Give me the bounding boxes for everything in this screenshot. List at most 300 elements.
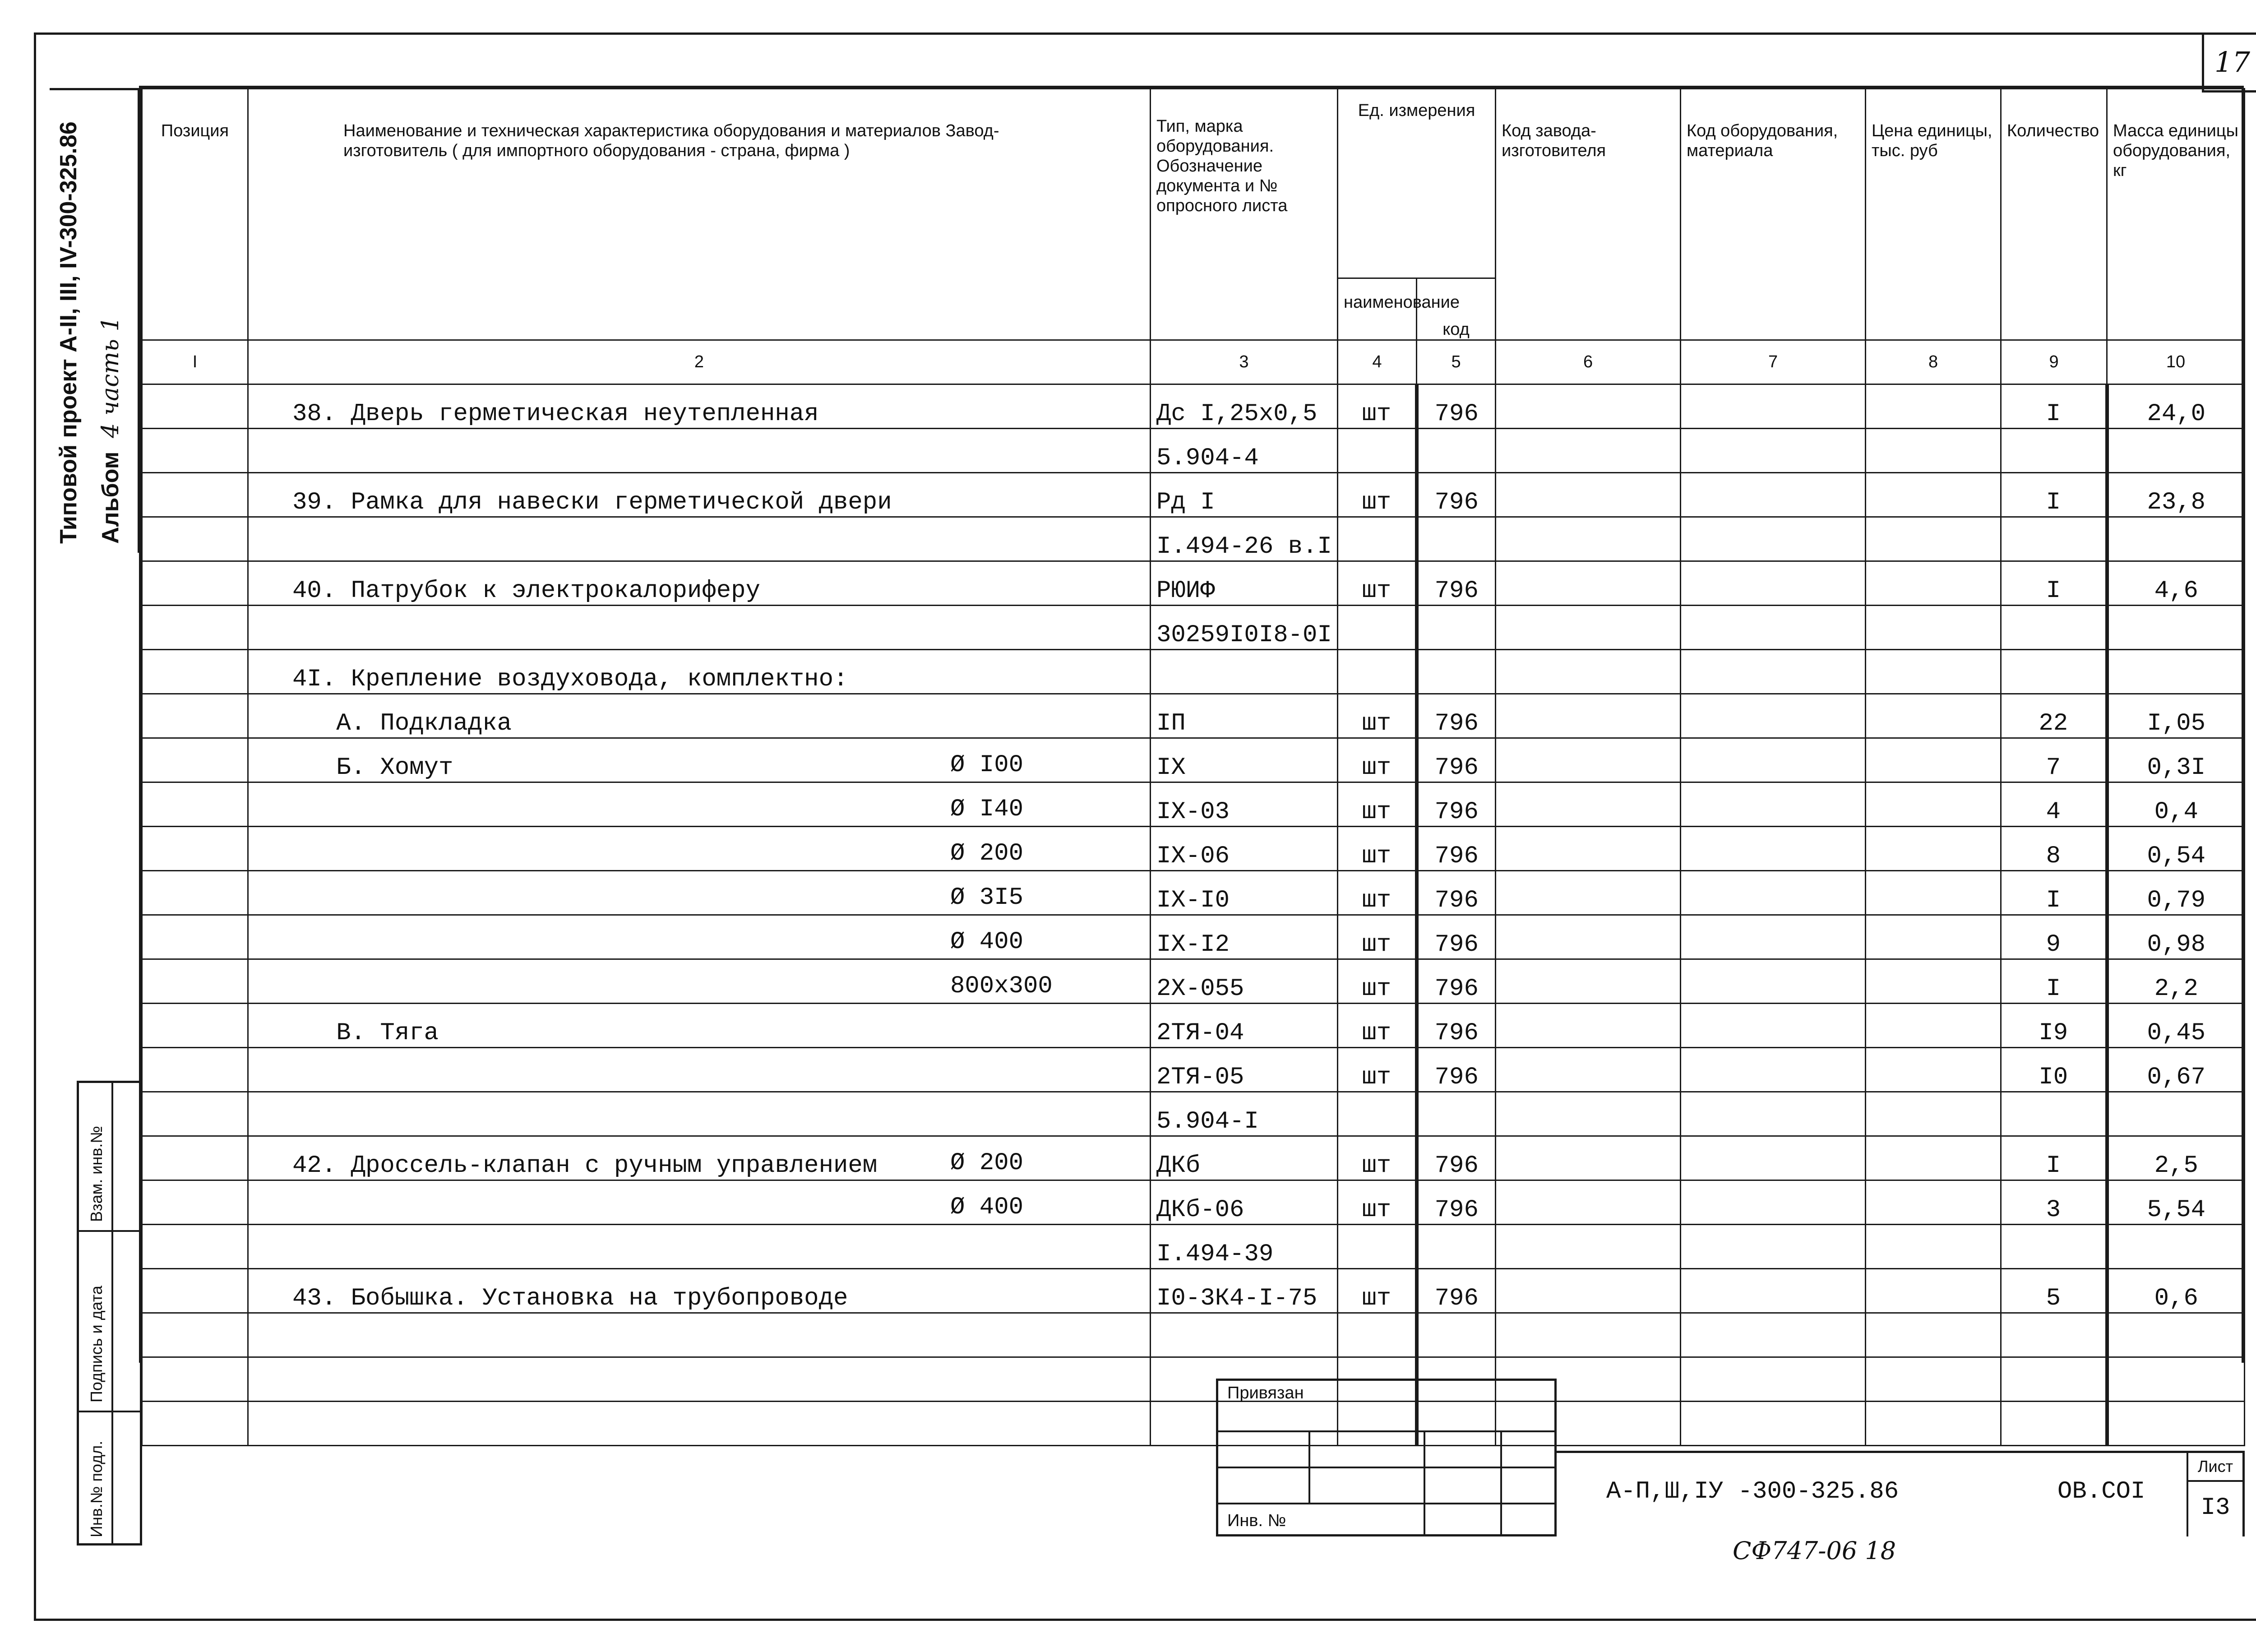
cell-type: IП (1151, 694, 1338, 738)
cell-name (248, 606, 1151, 650)
cell-qty (2001, 429, 2107, 473)
cell-equip (1681, 1313, 1866, 1357)
cell-factory (1496, 959, 1681, 1004)
cell-qty: I9 (2001, 1004, 2107, 1048)
cell-price (1866, 915, 2001, 959)
item-name (254, 931, 292, 958)
cell-mass (2107, 1402, 2245, 1446)
cell-qty (2001, 1092, 2107, 1136)
title-album-prefix: Альбом (97, 451, 124, 544)
table-row (142, 827, 2245, 871)
cell-equip (1681, 694, 1866, 738)
cell-pos (142, 782, 248, 827)
header-name: Наименование и техническая характеристика оборудования и материалов Завод-изготовитель ( для импортного оборудования - страна, фирма ) (248, 89, 1151, 340)
cell-type: IX (1151, 738, 1338, 782)
table-row (142, 782, 2245, 827)
cell-unit (1338, 429, 1417, 473)
colnum: 3 (1151, 340, 1338, 384)
header-factory-code: Код завода-изготовителя (1496, 89, 1681, 340)
cell-equip (1681, 827, 1866, 871)
cell-pos (142, 1136, 248, 1180)
cell-code: 796 (1417, 1269, 1496, 1313)
cell-equip (1681, 384, 1866, 429)
cell-type: Рд I (1151, 473, 1338, 517)
cell-unit: шт (1338, 1269, 1417, 1313)
cell-type: I.494-26 в.I (1151, 517, 1338, 561)
cell-code: 796 (1417, 827, 1496, 871)
cell-qty: 5 (2001, 1269, 2107, 1313)
cell-code: 796 (1417, 473, 1496, 517)
privyazan-stamp (1216, 1379, 1557, 1536)
cell-type: IX-06 (1151, 827, 1338, 871)
colnum: I (142, 340, 248, 384)
table-row (142, 1004, 2245, 1048)
cell-name (248, 650, 1151, 694)
cell-equip (1681, 959, 1866, 1004)
cell-pos (142, 1004, 248, 1048)
cell-factory (1496, 1092, 1681, 1136)
title-project: Типовой проект А-II, III, IV-300-325.86 (55, 121, 82, 544)
cell-mass (2107, 1092, 2245, 1136)
cell-qty: I (2001, 871, 2107, 915)
cell-price (1866, 959, 2001, 1004)
title-album-hand: 4 часть 1 (97, 316, 124, 438)
cell-price (1866, 561, 2001, 606)
header-qty: Количество (2001, 89, 2107, 340)
cell-factory (1496, 1313, 1681, 1357)
cell-factory (1496, 561, 1681, 606)
item-name (254, 621, 292, 649)
cell-name (248, 1092, 1151, 1136)
cell-unit: шт (1338, 738, 1417, 782)
cell-code: 796 (1417, 871, 1496, 915)
cell-qty: 8 (2001, 827, 2107, 871)
cell-equip (1681, 782, 1866, 827)
cell-name (248, 827, 1151, 871)
item-name: 4I. Крепление воздуховода, комплектно: (292, 666, 848, 693)
item-name (254, 1240, 292, 1268)
specification-body (142, 384, 2245, 1446)
cell-name (248, 1357, 1151, 1402)
cell-factory (1496, 473, 1681, 517)
colnum: 7 (1681, 340, 1866, 384)
cell-qty (2001, 650, 2107, 694)
cell-factory (1496, 1269, 1681, 1313)
cell-pos (142, 827, 248, 871)
item-diameter: 800x300 (950, 972, 1053, 1000)
cell-unit: шт (1338, 827, 1417, 871)
cell-price (1866, 871, 2001, 915)
cell-factory (1496, 606, 1681, 650)
vertical-title-block (50, 88, 140, 553)
table-row (142, 1357, 2245, 1402)
cell-price (1866, 694, 2001, 738)
table-row (142, 517, 2245, 561)
cell-type (1151, 1313, 1338, 1357)
item-name: Б. Хомут (292, 754, 453, 782)
cell-price (1866, 606, 2001, 650)
sheet-number-box (2187, 1453, 2242, 1536)
cell-name (248, 871, 1151, 915)
cell-price (1866, 1180, 2001, 1225)
document-stamp (1557, 1451, 2245, 1536)
cell-qty: I (2001, 1136, 2107, 1180)
document-code: А-П,Ш,IУ -300-325.86 (1606, 1478, 1899, 1505)
cell-pos (142, 738, 248, 782)
cell-price (1866, 1357, 2001, 1402)
cell-qty (2001, 1357, 2107, 1402)
cell-unit: шт (1338, 1180, 1417, 1225)
handwritten-note: СФ747-06 18 (1733, 1536, 1896, 1565)
cell-equip (1681, 1357, 1866, 1402)
side-stamp-cell-3: Инв.№ подл. (87, 1440, 106, 1537)
cell-pos (142, 1092, 248, 1136)
cell-pos (142, 1048, 248, 1092)
cell-type: ДКб-06 (1151, 1180, 1338, 1225)
cell-price (1866, 650, 2001, 694)
cell-equip (1681, 1048, 1866, 1092)
cell-type: Дс I,25x0,5 (1151, 384, 1338, 429)
cell-factory (1496, 1225, 1681, 1269)
item-diameter: Ø I40 (950, 796, 1024, 823)
cell-equip (1681, 650, 1866, 694)
cell-equip (1681, 915, 1866, 959)
cell-factory (1496, 429, 1681, 473)
item-name (254, 1417, 292, 1445)
side-stamp-cell-1: Взам. инв.№ (79, 1083, 140, 1232)
cell-factory (1496, 1048, 1681, 1092)
colnum: 5 (1417, 340, 1496, 384)
cell-price (1866, 1004, 2001, 1048)
item-name: 43. Бобышка. Установка на трубопроводе (292, 1285, 848, 1312)
sheet-corner-number: 17 (2202, 34, 2256, 93)
header-unit-group: Ед. измерения (1338, 89, 1496, 278)
cell-name (248, 738, 1151, 782)
cell-equip (1681, 1225, 1866, 1269)
cell-name (248, 1004, 1151, 1048)
cell-equip (1681, 1402, 1866, 1446)
cell-price (1866, 1225, 2001, 1269)
cell-code (1417, 1225, 1496, 1269)
cell-type: 30259I0I8-0I (1151, 606, 1338, 650)
side-stamp-cell-2: Подпись и дата (79, 1232, 140, 1412)
specification-table (141, 88, 2245, 1446)
sheet-label: Лист (2188, 1453, 2242, 1482)
cell-name (248, 517, 1151, 561)
cell-factory (1496, 694, 1681, 738)
table-row (142, 1269, 2245, 1313)
cell-pos (142, 1357, 248, 1402)
table-row (142, 1136, 2245, 1180)
cell-name (248, 1402, 1151, 1446)
cell-mass: 0,67 (2107, 1048, 2245, 1092)
item-name (254, 1329, 292, 1356)
cell-unit: шт (1338, 871, 1417, 915)
cell-code: 796 (1417, 561, 1496, 606)
item-name: 39. Рамка для навески герметической двери (292, 489, 892, 516)
cell-equip (1681, 429, 1866, 473)
table-row (142, 871, 2245, 915)
cell-mass (2107, 1225, 2245, 1269)
cell-pos (142, 429, 248, 473)
cell-unit: шт (1338, 915, 1417, 959)
cell-unit (1338, 1313, 1417, 1357)
item-name (254, 1373, 292, 1401)
cell-type (1151, 650, 1338, 694)
cell-code (1417, 1092, 1496, 1136)
cell-price (1866, 429, 2001, 473)
cell-name (248, 694, 1151, 738)
inv-label: Инв. № (1227, 1511, 1286, 1530)
item-diameter: Ø 400 (950, 928, 1024, 956)
cell-type: IX-03 (1151, 782, 1338, 827)
cell-type: I0-3К4-I-75 (1151, 1269, 1338, 1313)
privyazan-label: Привязан (1227, 1384, 1304, 1402)
cell-mass: 24,0 (2107, 384, 2245, 429)
header-price: Цена единицы, тыс. руб (1866, 89, 2001, 340)
cell-pos (142, 871, 248, 915)
cell-qty: 9 (2001, 915, 2107, 959)
table-row (142, 1092, 2245, 1136)
cell-factory (1496, 384, 1681, 429)
cell-price (1866, 384, 2001, 429)
table-row (142, 1225, 2245, 1269)
cell-name (248, 959, 1151, 1004)
cell-mass (2107, 1313, 2245, 1357)
cell-price (1866, 1269, 2001, 1313)
cell-code: 796 (1417, 959, 1496, 1004)
cell-qty: I (2001, 473, 2107, 517)
cell-factory (1496, 738, 1681, 782)
item-name (254, 887, 292, 914)
item-name (254, 1196, 292, 1224)
cell-code: 796 (1417, 694, 1496, 738)
table-row (142, 606, 2245, 650)
cell-name (248, 561, 1151, 606)
cell-price (1866, 782, 2001, 827)
cell-unit: шт (1338, 1048, 1417, 1092)
cell-equip (1681, 871, 1866, 915)
table-row (142, 384, 2245, 429)
cell-code (1417, 517, 1496, 561)
cell-equip (1681, 1269, 1866, 1313)
cell-qty: 4 (2001, 782, 2107, 827)
cell-name (248, 915, 1151, 959)
table-row (142, 561, 2245, 606)
table-row (142, 1048, 2245, 1092)
cell-equip (1681, 1180, 1866, 1225)
cell-code (1417, 606, 1496, 650)
cell-unit: шт (1338, 782, 1417, 827)
cell-pos (142, 915, 248, 959)
cell-type: 5.904-I (1151, 1092, 1338, 1136)
cell-qty: 3 (2001, 1180, 2107, 1225)
cell-unit (1338, 650, 1417, 694)
header-mass: Масса единицы оборудования, кг (2107, 89, 2245, 340)
cell-unit: шт (1338, 1136, 1417, 1180)
cell-qty: 22 (2001, 694, 2107, 738)
item-name: 40. Патрубок к электрокалориферу (292, 577, 760, 605)
side-stamp (77, 1081, 142, 1546)
cell-pos (142, 1269, 248, 1313)
cell-mass: I,05 (2107, 694, 2245, 738)
cell-price (1866, 1402, 2001, 1446)
item-name (254, 975, 292, 1003)
cell-name (248, 473, 1151, 517)
cell-code: 796 (1417, 1048, 1496, 1092)
item-name: 38. Дверь герметическая неутепленная (292, 400, 819, 428)
item-diameter: Ø 200 (950, 840, 1024, 867)
table-row (142, 1180, 2245, 1225)
cell-qty: I (2001, 384, 2107, 429)
cell-unit (1338, 517, 1417, 561)
table-row (142, 473, 2245, 517)
cell-qty (2001, 517, 2107, 561)
document-suffix: ОВ.СОI (2057, 1478, 2145, 1505)
cell-price (1866, 1136, 2001, 1180)
cell-factory (1496, 871, 1681, 915)
cell-price (1866, 738, 2001, 782)
cell-equip (1681, 561, 1866, 606)
cell-unit (1338, 1225, 1417, 1269)
item-diameter: Ø 3I5 (950, 884, 1024, 912)
cell-equip (1681, 738, 1866, 782)
colnum: 4 (1338, 340, 1417, 384)
cell-price (1866, 1092, 2001, 1136)
cell-type: 2X-055 (1151, 959, 1338, 1004)
cell-unit: шт (1338, 384, 1417, 429)
cell-mass: 0,6 (2107, 1269, 2245, 1313)
header-pos: Позиция (142, 89, 248, 340)
cell-price (1866, 1313, 2001, 1357)
cell-factory (1496, 1180, 1681, 1225)
colnum: 2 (248, 340, 1151, 384)
item-name (254, 533, 292, 560)
cell-code: 796 (1417, 738, 1496, 782)
cell-qty: 7 (2001, 738, 2107, 782)
cell-mass (2107, 650, 2245, 694)
cell-equip (1681, 606, 1866, 650)
cell-price (1866, 473, 2001, 517)
cell-unit (1338, 1092, 1417, 1136)
cell-mass: 23,8 (2107, 473, 2245, 517)
item-name: В. Тяга (292, 1019, 439, 1047)
cell-factory (1496, 1136, 1681, 1180)
cell-mass: 0,79 (2107, 871, 2245, 915)
cell-pos (142, 694, 248, 738)
cell-pos (142, 1402, 248, 1446)
specification-sheet (139, 86, 2244, 1363)
colnum: 8 (1866, 340, 2001, 384)
cell-price (1866, 827, 2001, 871)
cell-unit: шт (1338, 694, 1417, 738)
cell-mass: 2,5 (2107, 1136, 2245, 1180)
item-name (254, 798, 292, 826)
cell-type: РЮИФ (1151, 561, 1338, 606)
cell-code (1417, 1313, 1496, 1357)
cell-factory (1496, 1004, 1681, 1048)
cell-type: 2ТЯ-04 (1151, 1004, 1338, 1048)
item-diameter: Ø I00 (950, 751, 1024, 779)
cell-pos (142, 1180, 248, 1225)
item-name (254, 1108, 292, 1135)
cell-code: 796 (1417, 915, 1496, 959)
cell-code (1417, 429, 1496, 473)
cell-qty: I (2001, 959, 2107, 1004)
header-type: Тип, марка оборудования. Обозначение документа и № опросного листа (1151, 89, 1338, 340)
cell-mass (2107, 429, 2245, 473)
cell-name (248, 1225, 1151, 1269)
cell-name (248, 1313, 1151, 1357)
cell-unit: шт (1338, 561, 1417, 606)
cell-equip (1681, 1092, 1866, 1136)
item-diameter: Ø 200 (950, 1149, 1024, 1177)
item-name: 42. Дроссель-клапан с ручным управлением (292, 1152, 878, 1180)
cell-pos (142, 959, 248, 1004)
table-row (142, 1313, 2245, 1357)
cell-type: IX-I2 (1151, 915, 1338, 959)
table-row (142, 738, 2245, 782)
cell-pos (142, 473, 248, 517)
cell-unit: шт (1338, 959, 1417, 1004)
cell-mass (2107, 517, 2245, 561)
cell-qty (2001, 1402, 2107, 1446)
item-name (254, 1064, 292, 1091)
cell-unit: шт (1338, 473, 1417, 517)
cell-factory (1496, 650, 1681, 694)
cell-code (1417, 650, 1496, 694)
header-equip-code: Код оборудования, материала (1681, 89, 1866, 340)
cell-factory (1496, 782, 1681, 827)
cell-factory (1496, 517, 1681, 561)
item-name (254, 842, 292, 870)
table-row (142, 650, 2245, 694)
header-row (142, 89, 2245, 278)
column-number-row (142, 340, 2245, 384)
cell-mass: 0,3I (2107, 738, 2245, 782)
cell-name (248, 1048, 1151, 1092)
cell-code: 796 (1417, 782, 1496, 827)
cell-type: ДКб (1151, 1136, 1338, 1180)
cell-name (248, 429, 1151, 473)
table-row (142, 959, 2245, 1004)
table-row (142, 694, 2245, 738)
cell-code: 796 (1417, 1004, 1496, 1048)
cell-type: 2ТЯ-05 (1151, 1048, 1338, 1092)
table-row (142, 429, 2245, 473)
item-diameter: Ø 400 (950, 1194, 1024, 1221)
sheet-number: I3 (2201, 1494, 2230, 1522)
cell-name (248, 384, 1151, 429)
title-album (97, 316, 124, 544)
cell-name (248, 1180, 1151, 1225)
cell-name (248, 1269, 1151, 1313)
cell-qty (2001, 606, 2107, 650)
item-name: А. Подкладка (292, 710, 512, 737)
cell-mass: 2,2 (2107, 959, 2245, 1004)
cell-type: 5.904-4 (1151, 429, 1338, 473)
cell-pos (142, 1225, 248, 1269)
cell-pos (142, 650, 248, 694)
cell-mass: 0,98 (2107, 915, 2245, 959)
cell-equip (1681, 1004, 1866, 1048)
cell-qty (2001, 1313, 2107, 1357)
cell-pos (142, 606, 248, 650)
cell-equip (1681, 473, 1866, 517)
cell-price (1866, 517, 2001, 561)
colnum: 10 (2107, 340, 2245, 384)
header-unit-code: код (1417, 278, 1496, 340)
